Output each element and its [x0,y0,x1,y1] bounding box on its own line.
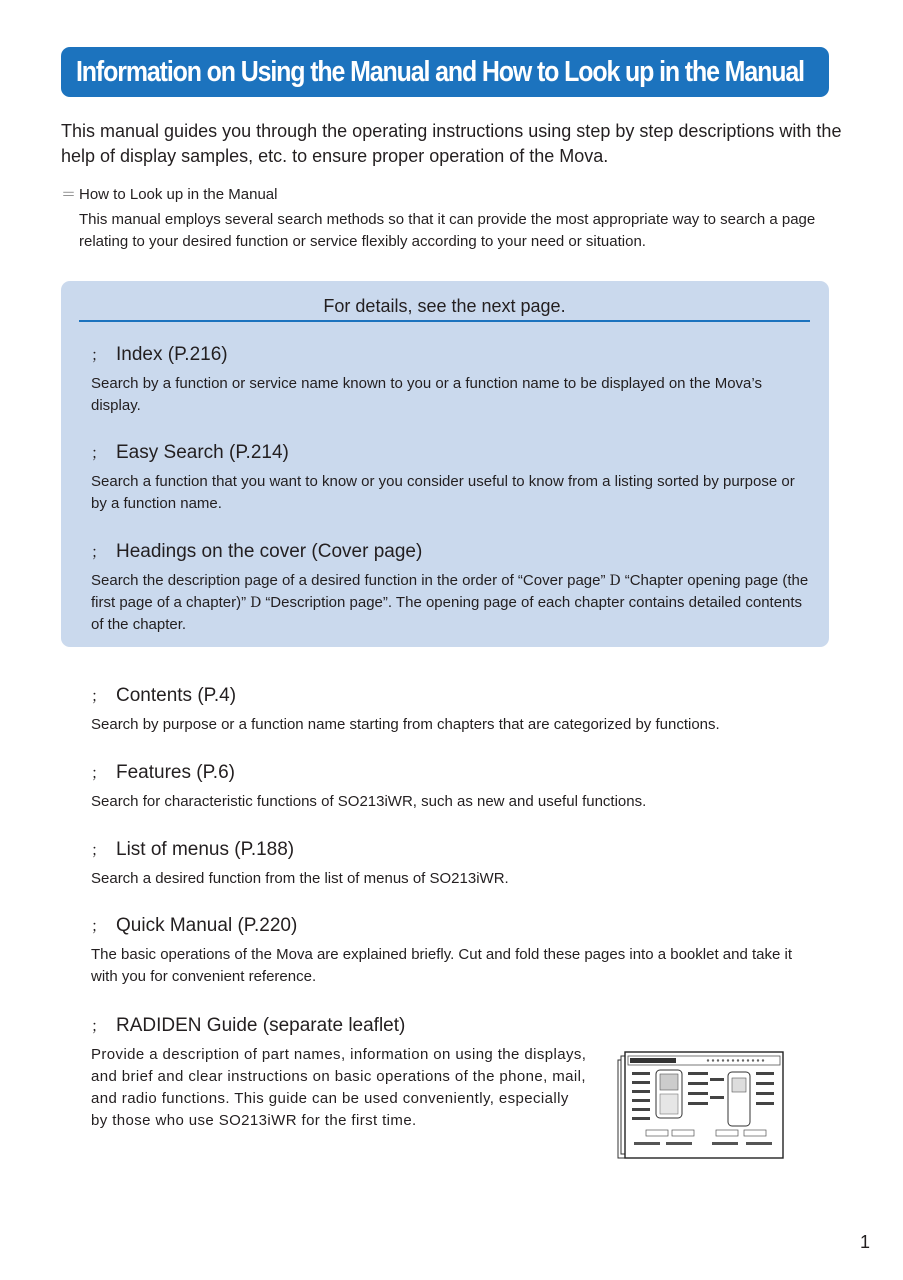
arrow-icon: D [609,573,621,589]
method-desc-part: “Description page”. The opening page of each chapter contains detailed contents of the chapter. [91,594,803,633]
page-title-bar [61,47,829,97]
intro-paragraph: This manual guides you through the operating instructions using step by step descriptions with the help of display samples, etc. to ensure proper operation of the Mova. [61,121,842,166]
method-title: Quick Manual (P.220) [116,915,298,936]
bullet-icon: ； [91,842,107,859]
panel-caption: For details, see the next page. [79,295,810,322]
method-contents [91,684,811,736]
page-title: Information on Using the Manual and How to Look up in the Manual [76,55,804,88]
bullet-icon: ； [91,765,107,782]
method-title: List of menus (P.188) [116,839,295,860]
method-title: RADIDEN Guide (separate leaflet) [116,1015,406,1036]
method-desc [91,570,811,636]
howto-heading-text: How to Look up in the Manual [79,186,278,203]
equals-mark-icon: ＝ [61,186,77,203]
bullet-icon: ； [91,445,107,462]
method-cover-headings [91,540,811,636]
howto-heading [61,183,277,204]
bullet-icon: ； [91,1018,107,1035]
leaflet-illustration [616,1048,786,1162]
method-index [91,343,811,417]
method-desc: The basic operations of the Mova are explained briefly. Cut and fold these pages into a booklet and take it with you for convenient reference. [91,946,792,985]
bullet-icon: ； [91,347,107,364]
page-number: 1 [860,1232,871,1252]
method-desc: Search by purpose or a function name starting from chapters that are categorized by functions. [91,716,720,733]
howto-text: This manual employs several search methods so that it can provide the most appropriate way to search a page relating to your desired function or service flexibly according to your need or situation. [79,211,816,250]
method-title: Headings on the cover (Cover page) [116,541,423,562]
method-desc: Search a desired function from the list of menus of SO213iWR. [91,870,509,887]
method-features [91,761,811,813]
method-desc: Search a function that you want to know or you consider useful to know from a listing sorted by purpose or by a function name. [91,473,795,512]
method-title: Easy Search (P.214) [116,442,289,463]
method-title: Index (P.216) [116,344,228,365]
method-menus [91,838,811,890]
method-title: Contents (P.4) [116,685,237,706]
bullet-icon: ； [91,544,107,561]
method-desc-part: Search the description page of a desired function in the order of “Cover page” [91,572,606,589]
bullet-icon: ； [91,918,107,935]
method-desc: Search for characteristic functions of SO213iWR, such as new and useful functions. [91,793,647,810]
bullet-icon: ； [91,688,107,705]
method-quick-manual [91,914,811,988]
arrow-icon: D [250,595,262,611]
method-desc-part: “Chapter opening page (the first page of a chapter)” [91,572,809,611]
method-desc: Provide a description of part names, information on using the displays, and brief and clear instructions on basic operations of the phone, mail, and radio functions. This guide can be used conveniently, especially by those who use SO213iWR for the first time. [91,1046,587,1129]
method-desc: Search by a function or service name known to you or a function name to be displayed on the Mova’s display. [91,375,762,414]
method-title: Features (P.6) [116,762,235,783]
method-easy-search [91,441,811,515]
